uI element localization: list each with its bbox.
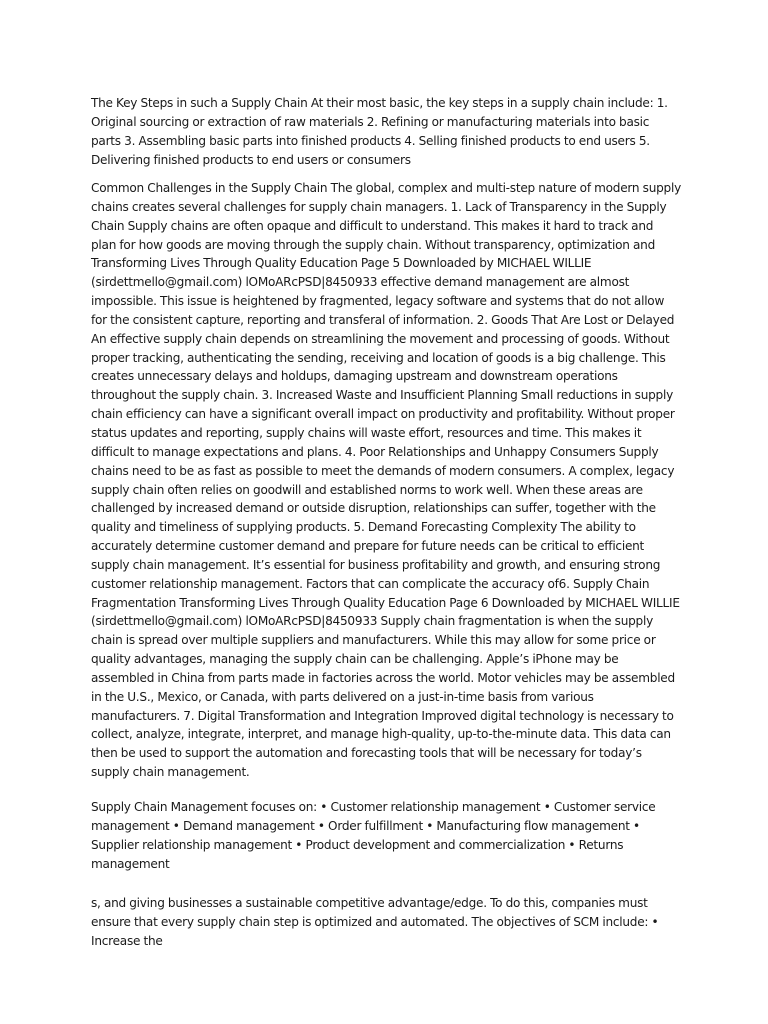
paragraph-scm-focuses: Supply Chain Management focuses on: • Customer relationship management • Customer service management • Demand management • Order fulfillment • Manufacturing flow management • Supplier relationship management • Product development and commercialization • Returns management — [91, 800, 656, 871]
paragraph-common-challenges: Common Challenges in the Supply Chain The global, complex and multi-step nature of modern supply chains creates several challenges for supply chain managers. 1. Lack of Transparency in the Supply Chain Supply chains are often opaque and difficult to understand. This makes it hard to track and plan for how goods are moving through the supply chain. Without transparency, optimization and Transforming Lives Through Quality Education Page 5 Downloaded by MICHAEL WILLIE (sirdettmello@gmail.com) lOMoARcPSD|8450933 effective demand management are almost impossible. This issue is heightened by fragmented, legacy software and systems that do not allow for the consistent capture, reporting and transferal of information. 2. Goods That Are Lost or Delayed An effective supply chain depends on streamlining the movement and processing of goods. Without proper tracking, authenticating the sending, receiving and location of goods is a big challenge. This creates unnecessary delays and holdups, damaging upstream and downstream operations throughout the supply chain. 3. Increased Waste and Insufficient Planning Small reductions in supply chain efficiency can have a significant overall impact on productivity and profitability. Without proper status updates and reporting, supply chains will waste effort, resources and time. This makes it difficult to manage expectations and plans. 4. Poor Relationships and Unhappy Consumers Supply chains need to be as fast as possible to meet the demands of modern consumers. A complex, legacy supply chain often relies on goodwill and established norms to work well. When these areas are challenged by increased demand or outside disruption, relationships can suffer, together with the quality and timeliness of supplying products. 5. Demand Forecasting Complexity The ability to accurately determine customer demand and prepare for future needs can be critical to efficient supply chain management. It’s essential for business profitability and growth, and ensuring strong customer relationship management. Factors that can complicate the accuracy of6. Supply Chain Fragmentation Transforming Lives Through Quality Education Page 6 Downloaded by MICHAEL WILLIE (sirdettmello@gmail.com) lOMoARcPSD|8450933 Supply chain fragmentation is when the supply chain is spread over multiple suppliers and manufacturers. While this may allow for some price or quality advantages, managing the supply chain can be challenging. Apple’s iPhone may be assembled in China from parts made in factories across the world. Motor vehicles may be assembled in the U.S., Mexico, or Canada, with parts delivered on a just-in-time basis from various manufacturers. 7. Digital Transformation and Integration Improved digital technology is necessary to collect, analyze, integrate, interpret, and manage high-quality, up-to-the-minute data. This data can then be used to support the automation and forecasting tools that will be necessary for today’s supply chain management. — [91, 181, 681, 780]
paragraph-scm-objectives: s, and giving businesses a sustainable competitive advantage/edge. To do this, companies must ensure that every supply chain step is optimized and automated. The objectives of SCM include: • Increase the — [91, 896, 659, 948]
paragraph-key-steps: The Key Steps in such a Supply Chain At their most basic, the key steps in a supply chain include: 1. Original sourcing or extraction of raw materials 2. Refining or manufacturing materials into basic parts 3. Assembling basic parts into finished products 4. Selling finished products to end users 5. Delivering finished products to end users or consumers — [91, 96, 668, 167]
